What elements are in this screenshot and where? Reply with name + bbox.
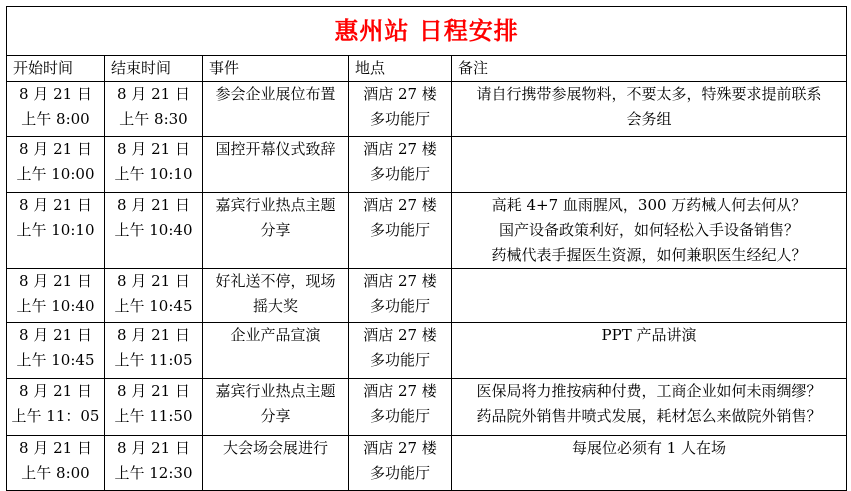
location-cell <box>349 82 452 137</box>
event-text: 参会企业展位布置 <box>215 85 336 103</box>
location-cell <box>349 379 452 436</box>
remark-cell <box>452 436 847 491</box>
location-cell-line: 酒店 27 楼 <box>363 196 437 214</box>
location-cell-line: 多功能厅 <box>369 297 430 315</box>
table-row <box>7 82 847 137</box>
end-time-cell-line: 8 月 21 日 <box>117 196 190 214</box>
location-cell <box>349 269 452 323</box>
start-time-cell <box>7 82 105 137</box>
event-cell <box>203 379 349 436</box>
location-cell-line: 多功能厅 <box>369 110 430 128</box>
end-time-cell <box>105 323 203 379</box>
table-row <box>7 137 847 193</box>
end-time-cell-line: 8 月 21 日 <box>117 439 190 457</box>
start-time-cell-line: 8 月 21 日 <box>19 140 92 158</box>
event-text: 嘉宾行业热点主题分享 <box>215 382 336 425</box>
end-time-cell-line: 上午 10:45 <box>114 297 193 315</box>
end-time-cell-line: 上午 8:30 <box>119 110 188 128</box>
event-cell <box>203 269 349 323</box>
location-cell-line: 酒店 27 楼 <box>363 272 437 290</box>
table-row <box>7 193 847 269</box>
location-cell <box>349 193 452 269</box>
end-time-cell-line: 8 月 21 日 <box>117 272 190 290</box>
start-time-cell <box>7 436 105 491</box>
end-time-cell <box>105 436 203 491</box>
remark-cell <box>452 193 847 269</box>
start-time-cell-line: 上午 10:10 <box>16 221 95 239</box>
start-time-cell <box>7 379 105 436</box>
table-row <box>7 436 847 491</box>
end-time-cell <box>105 269 203 323</box>
start-time-cell <box>7 269 105 323</box>
location-cell-line: 酒店 27 楼 <box>363 85 437 103</box>
end-time-cell <box>105 82 203 137</box>
start-time-cell-line: 上午 10:40 <box>16 297 95 315</box>
event-text: 企业产品宣演 <box>230 326 321 344</box>
location-cell-line: 多功能厅 <box>369 221 430 239</box>
end-time-cell <box>105 193 203 269</box>
event-cell <box>203 436 349 491</box>
remark-cell <box>452 137 847 193</box>
end-time-cell <box>105 137 203 193</box>
remark-cell-line: 请自行携带参展物料，不要太多，特殊要求提前联系 <box>476 85 822 103</box>
end-time-cell-line: 上午 10:40 <box>114 221 193 239</box>
start-time-cell-line: 8 月 21 日 <box>19 272 92 290</box>
start-time-cell-line: 8 月 21 日 <box>19 85 92 103</box>
event-text: 国控开幕仪式致辞 <box>215 140 336 158</box>
event-text: 嘉宾行业热点主题分享 <box>215 196 336 239</box>
event-cell <box>203 82 349 137</box>
location-cell-line: 酒店 27 楼 <box>363 326 437 344</box>
start-time-cell <box>7 137 105 193</box>
table-row <box>7 323 847 379</box>
end-time-cell <box>105 379 203 436</box>
header-location: 地点 <box>349 56 452 82</box>
location-cell-line: 多功能厅 <box>369 351 430 369</box>
location-cell-line: 多功能厅 <box>369 165 430 183</box>
remark-cell-line: 医保局将力推按病种付费，工商企业如何未雨绸缪？ <box>476 382 822 400</box>
event-cell <box>203 137 349 193</box>
start-time-cell-line: 上午 8:00 <box>21 464 90 482</box>
header-remark: 备注 <box>452 56 847 82</box>
end-time-cell-line: 8 月 21 日 <box>117 140 190 158</box>
title-row <box>7 7 847 56</box>
end-time-cell-line: 8 月 21 日 <box>117 382 190 400</box>
remark-cell <box>452 379 847 436</box>
start-time-cell-line: 上午 8:00 <box>21 110 90 128</box>
remark-cell-line: 国产设备政策利好，如何轻松入手设备销售？ <box>499 221 800 239</box>
header-event: 事件 <box>203 56 349 82</box>
remark-cell-line: 药械代表手握医生资源，如何兼职医生经纪人？ <box>491 246 807 264</box>
remark-cell <box>452 269 847 323</box>
event-cell <box>203 323 349 379</box>
table-row <box>7 269 847 323</box>
location-cell <box>349 137 452 193</box>
start-time-cell-line: 8 月 21 日 <box>19 439 92 457</box>
page-title: 惠州站 日程安排 <box>7 7 847 56</box>
end-time-cell-line: 8 月 21 日 <box>117 85 190 103</box>
location-cell <box>349 323 452 379</box>
table-row <box>7 379 847 436</box>
end-time-cell-line: 上午 11:05 <box>114 351 193 369</box>
start-time-cell <box>7 193 105 269</box>
start-time-cell-line: 8 月 21 日 <box>19 326 92 344</box>
schedule-sheet <box>6 6 846 491</box>
location-cell <box>349 436 452 491</box>
remark-cell-line: 会务组 <box>626 110 672 128</box>
location-cell-line: 酒店 27 楼 <box>363 140 437 158</box>
event-text: 好礼送不停，现场摇大奖 <box>215 272 336 315</box>
end-time-cell-line: 8 月 21 日 <box>117 326 190 344</box>
start-time-cell-line: 上午 10:00 <box>16 165 95 183</box>
start-time-cell-line: 上午 10:45 <box>16 351 95 369</box>
end-time-cell-line: 上午 12:30 <box>114 464 193 482</box>
remark-cell-line: 药品院外销售井喷式发展，耗材怎么来做院外销售？ <box>476 407 822 425</box>
header-end-time: 结束时间 <box>105 56 203 82</box>
end-time-cell-line: 上午 10:10 <box>114 165 193 183</box>
header-start-time: 开始时间 <box>7 56 105 82</box>
remark-cell-line: PPT 产品讲演 <box>601 326 697 344</box>
location-cell-line: 多功能厅 <box>369 407 430 425</box>
event-cell <box>203 193 349 269</box>
start-time-cell-line: 8 月 21 日 <box>19 196 92 214</box>
remark-cell <box>452 323 847 379</box>
header-row <box>7 56 847 82</box>
remark-cell-line: 每展位必须有 1 人在场 <box>571 439 727 457</box>
start-time-cell <box>7 323 105 379</box>
location-cell-line: 酒店 27 楼 <box>363 382 437 400</box>
schedule-table <box>6 6 847 491</box>
location-cell-line: 多功能厅 <box>369 464 430 482</box>
end-time-cell-line: 上午 11:50 <box>114 407 193 425</box>
start-time-cell-line: 上午 11：05 <box>11 407 100 425</box>
remark-cell <box>452 82 847 137</box>
location-cell-line: 酒店 27 楼 <box>363 439 437 457</box>
event-text: 大会场会展进行 <box>222 439 328 457</box>
start-time-cell-line: 8 月 21 日 <box>19 382 92 400</box>
remark-cell-line: 高耗 4+7 血雨腥风，300 万药械人何去何从？ <box>491 196 807 214</box>
